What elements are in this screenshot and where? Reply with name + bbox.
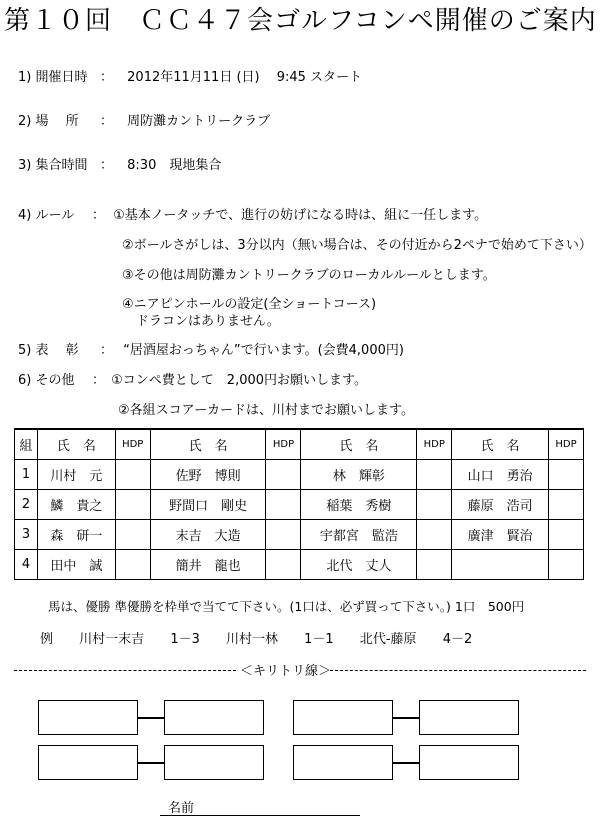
item-date-colon: ： bbox=[100, 70, 114, 85]
player-name: 宇都宮 監浩 bbox=[301, 520, 417, 550]
name-input-line[interactable] bbox=[160, 815, 360, 816]
bet-link-3 bbox=[138, 762, 164, 764]
bet-link-2 bbox=[393, 717, 419, 719]
item-meet-label: 3) 集合時間 bbox=[18, 158, 88, 173]
item-place-colon: ： bbox=[100, 114, 114, 129]
hdp-cell[interactable] bbox=[115, 460, 150, 490]
player-name: 林 輝彰 bbox=[301, 460, 417, 490]
bet-box-1b[interactable] bbox=[164, 700, 264, 735]
item-award bbox=[18, 339, 404, 358]
table-header-row bbox=[15, 429, 584, 460]
bet-box-2b[interactable] bbox=[419, 700, 519, 735]
item-rules bbox=[18, 204, 487, 223]
player-name: 田中 誠 bbox=[38, 550, 116, 580]
player-name bbox=[452, 550, 549, 580]
item-award-value: “居酒屋おっちゃん”で行います。(会費4,000円) bbox=[123, 343, 404, 358]
rule-4: ④ニアピンホールの設定(全ショートコース) bbox=[122, 297, 377, 312]
betting-note: 馬は、優勝 準優勝を枠単で当てて下さい。(1口は、必ず買って下さい。) 1口 500円 bbox=[48, 599, 525, 614]
cut-line-right bbox=[330, 670, 586, 671]
group-number: 2 bbox=[15, 490, 38, 520]
player-name: 末吉 大造 bbox=[150, 520, 266, 550]
example-score: 1－3 bbox=[170, 632, 200, 647]
player-name: 山口 勇治 bbox=[452, 460, 549, 490]
item-meet-value: 8:30 現地集合 bbox=[127, 158, 222, 173]
hdp-cell[interactable] bbox=[266, 520, 301, 550]
hdp-cell[interactable] bbox=[115, 520, 150, 550]
hdp-cell[interactable] bbox=[549, 460, 584, 490]
player-name: 野間口 剛史 bbox=[150, 490, 266, 520]
player-name: 廣津 賢治 bbox=[452, 520, 549, 550]
group-number: 4 bbox=[15, 550, 38, 580]
item-date-label: 1) 開催日時 bbox=[18, 70, 88, 85]
hdp-cell[interactable] bbox=[266, 460, 301, 490]
page-title: 第１０回 ＣＣ４７会ゴルフコンペ開催のご案内 bbox=[4, 6, 597, 36]
hdp-cell[interactable] bbox=[115, 550, 150, 580]
player-name: 森 研一 bbox=[38, 520, 116, 550]
group-number: 3 bbox=[15, 520, 38, 550]
rule-2: ②ボールさがしは、3分以内（無い場合は、その付近から2ペナで始めて下さい） bbox=[122, 238, 592, 253]
player-name: 鱗 貴之 bbox=[38, 490, 116, 520]
item-award-colon: ： bbox=[100, 343, 114, 358]
group-table bbox=[14, 428, 584, 580]
player-name: 佐野 博則 bbox=[150, 460, 266, 490]
table-row bbox=[15, 520, 584, 550]
example-label: 例 bbox=[40, 632, 54, 647]
hdp-cell[interactable] bbox=[549, 520, 584, 550]
player-name: 藤原 浩司 bbox=[452, 490, 549, 520]
player-name: 稲葉 秀樹 bbox=[301, 490, 417, 520]
player-name: 川村 元 bbox=[38, 460, 116, 490]
name-header: 氏 名 bbox=[150, 429, 266, 460]
hdp-cell[interactable] bbox=[417, 490, 452, 520]
item-meet bbox=[18, 154, 221, 173]
name-header: 氏 名 bbox=[452, 429, 549, 460]
item-date-value: 2012年11月11日 (日) 9:45 スタート bbox=[127, 70, 363, 85]
example-score: 1－1 bbox=[304, 632, 334, 647]
rule-3: ③その他は周防灘カントリークラブのローカルルールとします。 bbox=[122, 268, 496, 283]
item-other-colon: ： bbox=[92, 373, 106, 388]
group-header: 組 bbox=[15, 429, 38, 460]
cut-line-left bbox=[14, 670, 236, 671]
example-score: 4－2 bbox=[442, 632, 473, 647]
hdp-cell[interactable] bbox=[417, 520, 452, 550]
hdp-header: HDP bbox=[266, 429, 301, 460]
hdp-cell[interactable] bbox=[115, 490, 150, 520]
item-place-value: 周防灘カントリークラブ bbox=[127, 114, 271, 129]
example-pair: 川村一末吉 bbox=[79, 632, 145, 647]
name-header: 氏 名 bbox=[301, 429, 417, 460]
item-meet-colon: ： bbox=[100, 158, 114, 173]
bet-box-3a[interactable] bbox=[38, 745, 138, 780]
player-name: 北代 丈人 bbox=[301, 550, 417, 580]
hdp-cell[interactable] bbox=[549, 550, 584, 580]
group-number: 1 bbox=[15, 460, 38, 490]
item-other-value: ①コンペ費として 2,000円お願いします。 bbox=[111, 373, 367, 388]
hdp-cell[interactable] bbox=[417, 550, 452, 580]
item-other-label: 6) その他 bbox=[18, 373, 75, 388]
betting-examples bbox=[40, 628, 472, 647]
cut-line-label: ＜キリトリ線＞ bbox=[240, 664, 332, 679]
item-rules-value: ①基本ノータッチで、進行の妨げになる時は、組に一任します。 bbox=[113, 208, 488, 223]
player-name: 簡井 龍也 bbox=[150, 550, 266, 580]
table-row bbox=[15, 550, 584, 580]
item-rules-label: 4) ルール bbox=[18, 208, 75, 223]
item-date bbox=[18, 66, 362, 85]
bet-box-4b[interactable] bbox=[419, 745, 519, 780]
hdp-cell[interactable] bbox=[417, 460, 452, 490]
example-pair: 北代-藤原 bbox=[359, 632, 417, 647]
name-label: 名前 bbox=[168, 801, 195, 816]
hdp-cell[interactable] bbox=[266, 490, 301, 520]
hdp-header: HDP bbox=[549, 429, 584, 460]
hdp-header: HDP bbox=[115, 429, 150, 460]
rule-4-note: ドラコンはありません。 bbox=[136, 314, 280, 329]
item-other-value2: ②各組スコアーカードは、川村までお願いします。 bbox=[118, 403, 414, 418]
hdp-cell[interactable] bbox=[266, 550, 301, 580]
bet-box-3b[interactable] bbox=[164, 745, 264, 780]
hdp-header: HDP bbox=[417, 429, 452, 460]
item-rules-colon: ： bbox=[92, 208, 106, 223]
name-header: 氏 名 bbox=[38, 429, 116, 460]
item-award-label: 5) 表 彰 bbox=[18, 343, 79, 358]
bet-box-1a[interactable] bbox=[38, 700, 138, 735]
item-place-label: 2) 場 所 bbox=[18, 114, 79, 129]
bet-box-2a[interactable] bbox=[293, 700, 393, 735]
example-pair: 川村一林 bbox=[226, 632, 279, 647]
bet-link-1 bbox=[138, 717, 164, 719]
table-row bbox=[15, 490, 584, 520]
item-other bbox=[18, 369, 367, 388]
hdp-cell[interactable] bbox=[549, 490, 584, 520]
bet-box-4a[interactable] bbox=[293, 745, 393, 780]
bet-link-4 bbox=[393, 762, 419, 764]
table-row bbox=[15, 460, 584, 490]
item-place bbox=[18, 110, 270, 129]
